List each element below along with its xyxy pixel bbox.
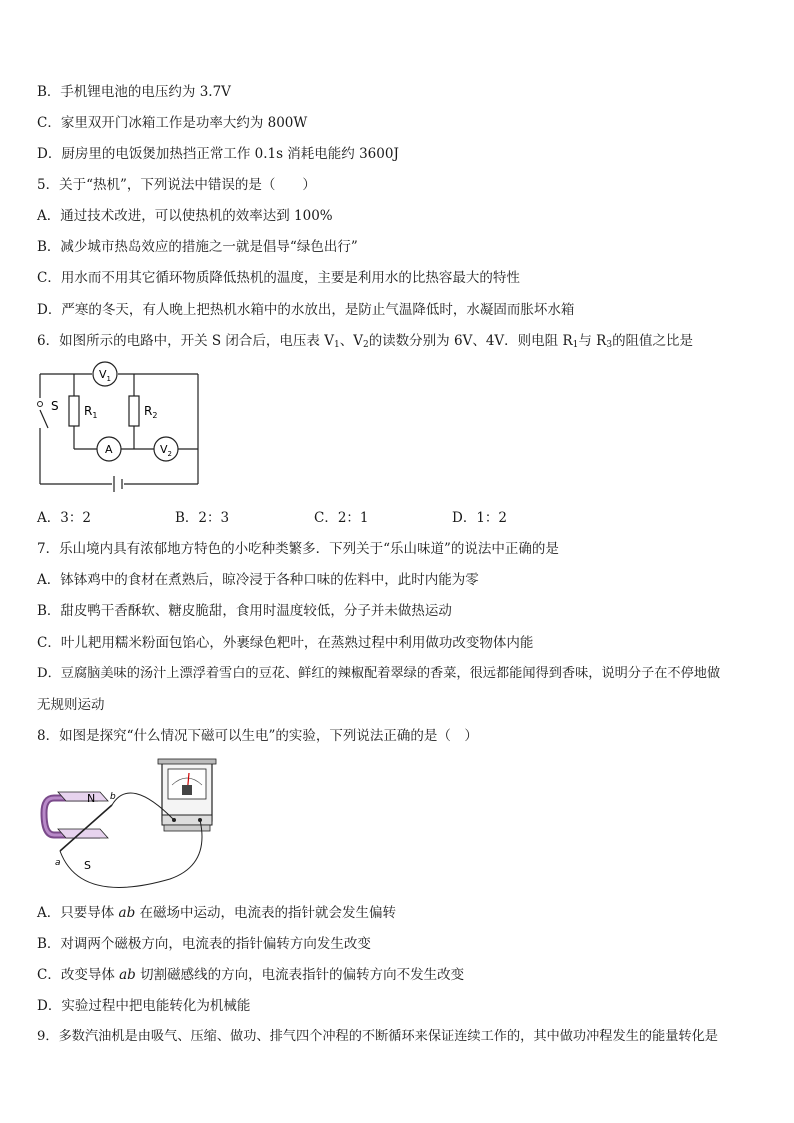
option-5d: D．严寒的冬天，有人晚上把热机水箱中的水放出，是防止气温降低时，水凝固而胀坏水箱	[37, 302, 575, 318]
conductor-ab	[60, 805, 112, 851]
option-5a: A．通过技术改进，可以使热机的效率达到 100%	[37, 208, 333, 224]
option-7a: A．钵钵鸡中的食材在煮熟后，晾冷浸于各种口味的佐料中，此时内能为零	[37, 572, 479, 588]
option-7b: B．甜皮鸭干香酥软、糖皮脆甜，食用时温度较低，分子并未做热运动	[37, 603, 452, 619]
question-8: 8．如图是探究“什么情况下磁可以生电”的实验，下列说法正确的是（ ）	[37, 728, 478, 744]
q6-option-d: D．1：2	[452, 510, 508, 526]
option-7d-cont: 无规则运动	[37, 697, 105, 713]
pole-s-label: S	[84, 859, 91, 872]
r1-label: $R_1$	[84, 404, 98, 420]
option-4d: D．厨房里的电饭煲加热挡正常工作 0.1s 消耗电能约 3600J	[37, 146, 399, 162]
option-5c: C．用水而不用其它循环物质降低热机的温度，主要是利用水的比热容最大的特性	[37, 270, 520, 286]
r2-label: $R_2$	[144, 404, 158, 420]
horseshoe-magnet	[44, 792, 108, 838]
question-7: 7．乐山境内具有浓郁地方特色的小吃种类繁多．下列关于“乐山味道”的说法中正确的是	[37, 541, 559, 557]
option-5b: B．减少城市热岛效应的措施之一就是倡导“绿色出行”	[37, 239, 358, 255]
option-7d: D．豆腐脑美味的汤汁上漂浮着雪白的豆花、鲜红的辣椒配着翠绿的香菜，很远都能闻得到香味，说明分子在不停地做	[37, 666, 721, 681]
q6-option-b: B．2：3	[175, 510, 230, 526]
induction-diagram	[40, 755, 220, 891]
question-6: 6．如图所示的电路中，开关 S 闭合后，电压表 $V_1$、$V_2$的读数分别为 6V、4V．则电阻 $R_1$与 $R_3$的阻值之比是	[37, 333, 694, 350]
ammeter-a: A	[105, 443, 113, 456]
voltmeter-v1: $V_1$	[99, 368, 111, 383]
switch-contact	[38, 402, 43, 407]
galvanometer	[158, 759, 216, 831]
q6-option-a: A．3：2	[37, 510, 91, 526]
option-4b: B．手机锂电池的电压约为 3.7V	[37, 84, 231, 100]
circuit-diagram	[34, 360, 204, 495]
pole-n-label: N	[87, 792, 96, 805]
option-4c: C．家里双开门冰箱工作是功率大约为 800W	[37, 115, 308, 131]
question-5: 5．关于“热机”，下列说法中错误的是（ ）	[37, 177, 316, 193]
voltmeter-v2: $V_2$	[160, 443, 172, 458]
option-8c: C．改变导体 ab 切割磁感线的方向，电流表指针的偏转方向不发生改变	[37, 967, 465, 983]
option-8a: A．只要导体 ab 在磁场中运动，电流表的指针就会发生偏转	[37, 905, 397, 921]
point-b-label: b	[110, 792, 116, 802]
option-8b: B．对调两个磁极方向，电流表的指针偏转方向发生改变	[37, 936, 371, 952]
q6-options	[37, 508, 637, 528]
switch-label: S	[51, 399, 59, 413]
option-7c: C．叶儿耙用糯米粉面包馅心，外裹绿色粑叶，在蒸熟过程中利用做功改变物体内能	[37, 635, 534, 651]
q6-option-c: C．2：1	[314, 510, 369, 526]
question-9: 9．多数汽油机是由吸气、压缩、做功、排气四个冲程的不断循环来保证连续工作的，其中做功冲程发生的能量转化是	[37, 1029, 718, 1044]
option-8d: D．实验过程中把电能转化为机械能	[37, 998, 251, 1014]
point-a-label: a	[55, 858, 61, 868]
